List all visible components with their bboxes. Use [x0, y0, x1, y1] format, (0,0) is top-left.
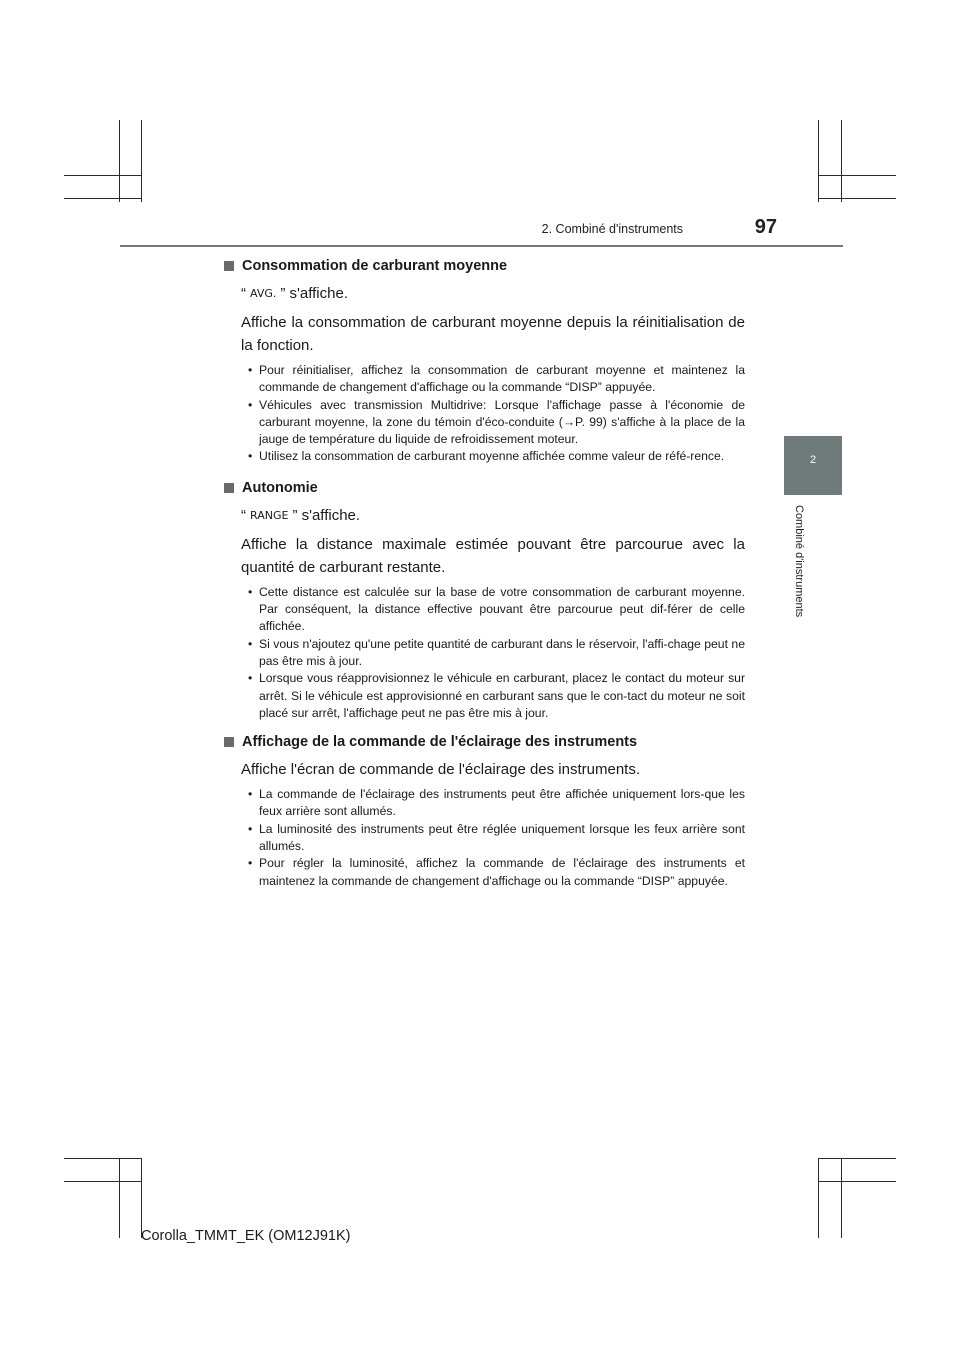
crop-mark	[841, 1158, 842, 1238]
crop-mark	[818, 175, 896, 176]
crop-mark	[64, 1181, 142, 1182]
section-body: Affiche la distance maximale estimée pouvant être parcourue avec la quantité de carburant restante.	[241, 535, 745, 576]
crop-mark	[64, 175, 142, 176]
square-bullet-icon	[224, 261, 234, 271]
document-id: Corolla_TMMT_EK (OM12J91K)	[141, 1228, 351, 1244]
square-bullet-icon	[224, 483, 234, 493]
section-title: 2. Combiné d'instruments	[541, 222, 683, 236]
display-line-text: ” s'affiche.	[280, 285, 348, 302]
crop-mark	[841, 120, 842, 202]
header-rule	[120, 245, 843, 247]
note-item: • Utilisez la consommation de carburant moyenne affichée comme valeur de réfé-rence.	[259, 448, 745, 465]
crop-mark	[119, 120, 120, 202]
crop-mark	[141, 1158, 142, 1238]
note-item: • Si vous n'ajoutez qu'une petite quantité de carburant dans le réservoir, l'affi-chage peut ne pas être mis à jour.	[259, 636, 745, 671]
section-avg-fuel	[221, 256, 745, 466]
crop-mark	[64, 1158, 142, 1159]
page-header	[120, 218, 843, 248]
section-instrument-lighting	[221, 732, 745, 890]
chapter-tab	[784, 436, 842, 495]
open-quote: “	[241, 506, 246, 524]
section-title-text: Autonomie	[242, 479, 318, 496]
main-content	[221, 256, 745, 898]
chapter-number: 2	[809, 454, 817, 466]
note-item: • La commande de l'éclairage des instruments peut être affichée uniquement lors-que les feux arrière sont allumés.	[259, 786, 745, 821]
crop-mark	[818, 1181, 896, 1182]
note-item: • Lorsque vous réapprovisionnez le véhicule en carburant, placez le contact du moteur sur arrêt. Si le véhicule est approvisionné en carburant sans que le con-tact du moteur ne soit placé sur arrêt, l'affichage peut ne pas être mis à jour.	[259, 670, 745, 722]
open-quote: “	[241, 285, 246, 302]
section-heading	[224, 732, 745, 752]
crop-mark	[119, 1158, 120, 1238]
display-label-avg: AVG.	[250, 287, 277, 300]
display-line	[241, 282, 745, 305]
chapter-label: Combiné d'instruments	[793, 505, 805, 618]
square-bullet-icon	[224, 737, 234, 747]
crop-mark	[818, 1158, 819, 1238]
section-body: Affiche l'écran de commande de l'éclairage des instruments.	[241, 761, 640, 779]
page-number: 97	[754, 216, 777, 238]
section-title-text: Affichage de la commande de l'éclairage des instruments	[242, 734, 638, 751]
section-heading	[224, 478, 745, 498]
crop-mark	[818, 198, 896, 199]
display-label-range: RANGE	[250, 508, 289, 522]
note-item: • Véhicules avec transmission Multidrive: Lorsque l'affichage passe à l'économie de carburant moyenne, la zone du témoin d'éco-conduite (→P. 99) s'affiche à la place de la jauge de température du liquide de refroidissement moteur.	[259, 397, 745, 449]
crop-mark	[818, 1158, 896, 1159]
note-item: • Cette distance est calculée sur la base de votre consommation de carburant moyenne. Par conséquent, la distance effective pouvant être parcourue peut dif-férer de celle affichée.	[259, 584, 745, 636]
display-line-text: ” s'affiche.	[292, 506, 361, 524]
notes-list	[221, 786, 745, 890]
section-body: Affiche la consommation de carburant moyenne depuis la réinitialisation de la fonction.	[241, 314, 745, 354]
note-item: • Pour réinitialiser, affichez la consommation de carburant moyenne et maintenez la commande de changement d'affichage ou la commande “DISP” appuyée.	[259, 362, 745, 397]
section-title-text: Consommation de carburant moyenne	[242, 258, 508, 274]
notes-list	[221, 584, 745, 722]
crop-mark	[818, 120, 819, 202]
notes-list	[221, 362, 745, 466]
crop-mark	[141, 120, 142, 202]
display-line	[241, 504, 745, 527]
section-heading	[224, 256, 745, 276]
note-item: • Pour régler la luminosité, affichez la commande de l'éclairage des instruments et maintenez la commande de changement d'affichage ou la commande “DISP” appuyée.	[259, 855, 745, 890]
note-item: • La luminosité des instruments peut être réglée uniquement lorsque les feux arrière sont allumés.	[259, 821, 745, 856]
section-range	[221, 478, 745, 722]
crop-mark	[64, 198, 142, 199]
